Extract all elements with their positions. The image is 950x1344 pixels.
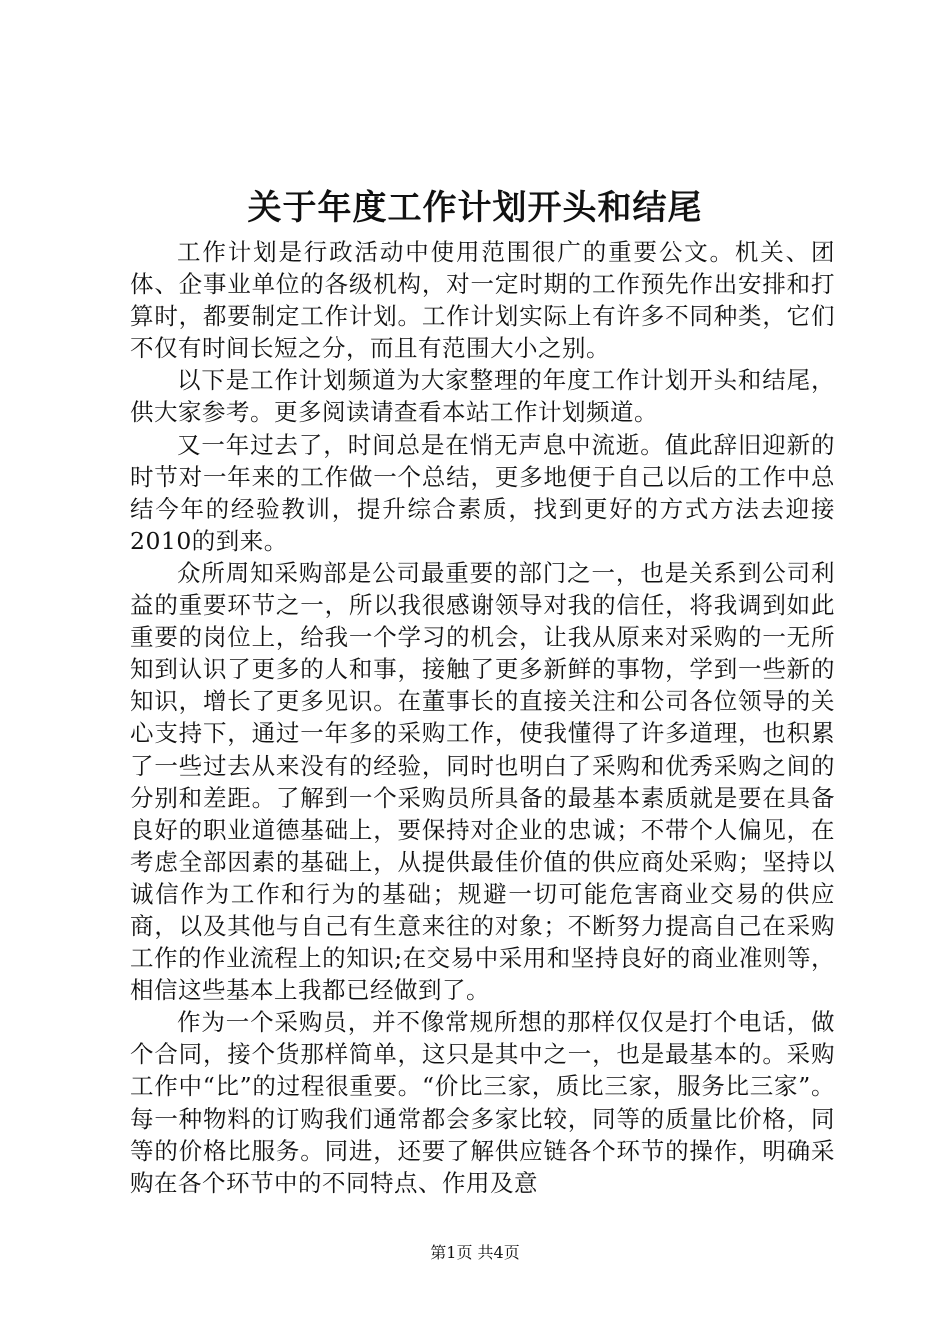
paragraph-5: 作为一个采购员，并不像常规所想的那样仅仅是打个电话，做个合同，接个货那样简单，这只是其中之一，也是最基本的。采购工作中“比”的过程很重要。“价比三家，质比三家，服务比三家”。每一种物料的订购我们通常都会多家比较，同等的质量比价格，同等的价格比服务。同进，还要了解供应链各个环节的操作，明确采购在各个环节中的不同特点、作用及意: [130, 1008, 835, 1197]
paragraph-2: 以下是工作计划频道为大家整理的年度工作计划开头和结尾，供大家参考。更多阅读请查看本站工作计划频道。: [130, 366, 835, 427]
document-body: [130, 236, 835, 1199]
paragraph-1: 工作计划是行政活动中使用范围很广的重要公文。机关、团体、企事业单位的各级机构，对一定时期的工作预先作出安排和打算时，都要制定工作计划。工作计划实际上有许多不同种类，它们不仅有时间长短之分，而且有范围大小之别。: [130, 238, 835, 363]
paragraph-3: 又一年过去了，时间总是在悄无声息中流逝。值此辞旧迎新的时节对一年来的工作做一个总结，更多地便于自己以后的工作中总结今年的经验教训，提升综合素质，找到更好的方式方法去迎接2010的到来。: [130, 430, 835, 555]
paragraph-4: 众所周知采购部是公司最重要的部门之一，也是关系到公司利益的重要环节之一，所以我很感谢领导对我的信任，将我调到如此重要的岗位上，给我一个学习的机会，让我从原来对采购的一无所知到认识了更多的人和事，接触了更多新鲜的事物，学到一些新的知识，增长了更多见识。在董事长的直接关注和公司各位领导的关心支持下，通过一年多的采购工作，使我懂得了许多道理，也积累了一些过去从来没有的经验，同时也明白了采购和优秀采购之间的分别和差距。了解到一个采购员所具备的最基本素质就是要在具备良好的职业道德基础上，要保持对企业的忠诚；不带个人偏见，在考虑全部因素的基础上，从提供最佳价值的供应商处采购；坚持以诚信作为工作和行为的基础；规避一切可能危害商业交易的供应商，以及其他与自己有生意来往的对象；不断努力提高自己在采购工作的作业流程上的知识;在交易中采用和坚持良好的商业准则等，相信这些基本上我都已经做到了。: [130, 558, 835, 1005]
page-number-footer: 第1页 共4页: [430, 1243, 520, 1262]
document-title: 关于年度工作计划开头和结尾: [247, 188, 703, 228]
